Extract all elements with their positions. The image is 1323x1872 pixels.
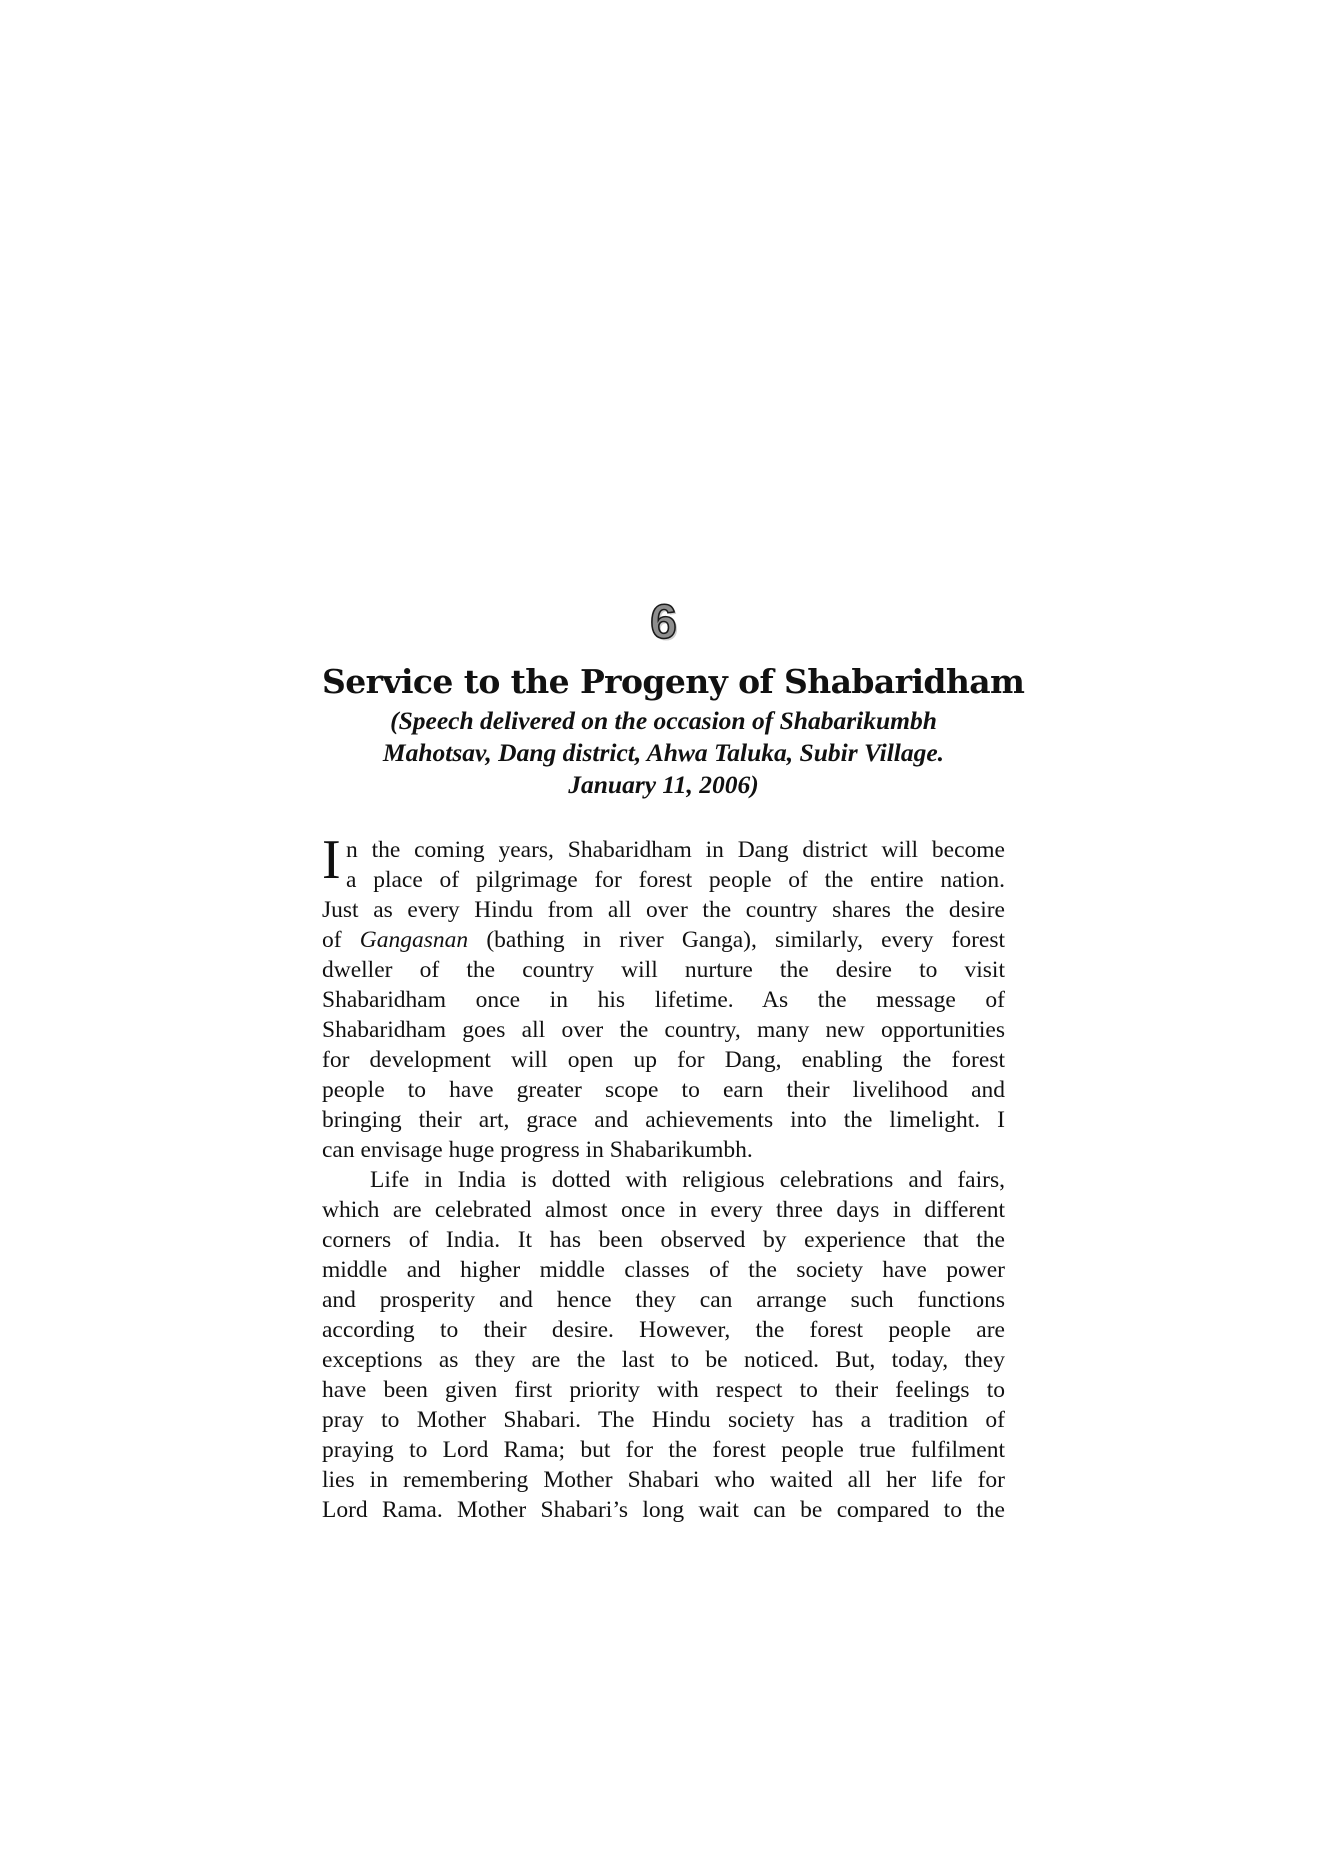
subtitle-line: (Speech delivered on the occasion of Shabarikumbh (390, 706, 937, 735)
page-content (322, 595, 1025, 1525)
paragraph-line: middle and higher middle classes of the society have power (322, 1257, 1005, 1283)
paragraph-2 (322, 1165, 1005, 1525)
paragraph-line: exceptions as they are the last to be noticed. But, today, they (322, 1347, 1005, 1373)
paragraph-1 (322, 829, 1006, 1165)
paragraph-line: have been given first priority with respect to their feelings to (322, 1377, 1005, 1403)
paragraph-line: people to have greater scope to earn their livelihood and (322, 1077, 1005, 1103)
subtitle-line: Mahotsav, Dang district, Ahwa Taluka, Subir Village. (382, 738, 945, 767)
chapter-number: 6 (650, 596, 677, 649)
paragraph-line: according to their desire. However, the forest people are (322, 1317, 1005, 1343)
body-text (322, 829, 1006, 1525)
paragraph-line: and prosperity and hence they can arrange such functions (322, 1287, 1005, 1313)
subtitle-line: January 11, 2006) (568, 770, 759, 799)
paragraph-line: pray to Mother Shabari. The Hindu society has a tradition of (322, 1407, 1005, 1433)
line-prefix: of (322, 927, 342, 953)
paragraph-line: which are celebrated almost once in every three days in different (322, 1197, 1005, 1223)
paragraph-line: praying to Lord Rama; but for the forest people true fulfilment (322, 1437, 1005, 1463)
paragraph-line: lies in remembering Mother Shabari who waited all her life for (322, 1467, 1005, 1493)
paragraph-line: dweller of the country will nurture the desire to visit (322, 957, 1005, 983)
paragraph-line: a place of pilgrimage for forest people of the entire nation. (346, 867, 1005, 893)
paragraph-line: can envisage huge progress in Shabarikumbh. (322, 1137, 753, 1163)
paragraph-line: for development will open up for Dang, enabling the forest (322, 1047, 1005, 1073)
paragraph-line: Lord Rama. Mother Shabari’s long wait can be compared to the (322, 1497, 1005, 1523)
italic-term: Gangasnan (359, 927, 469, 953)
chapter-subtitle (322, 705, 1005, 801)
line-rest: (bathing in river Ganga), similarly, every forest (486, 927, 1006, 953)
paragraph-line: Just as every Hindu from all over the country shares the desire (322, 897, 1005, 923)
paragraph-line: Shabaridham goes all over the country, many new opportunities (322, 1017, 1005, 1043)
drop-cap: I (322, 829, 341, 891)
paragraph-line: n the coming years, Shabaridham in Dang district will become (346, 837, 1005, 863)
paragraph-line: Shabaridham once in his lifetime. As the message of (322, 987, 1005, 1013)
chapter-title: Service to the Progeny of Shabaridham (322, 662, 1025, 701)
paragraph-line: corners of India. It has been observed by experience that the (322, 1227, 1005, 1253)
paragraph-line: Life in India is dotted with religious celebrations and fairs, (370, 1167, 1005, 1193)
paragraph-line-with-italic (322, 925, 1005, 955)
paragraph-line: bringing their art, grace and achievements into the limelight. I (322, 1107, 1005, 1133)
